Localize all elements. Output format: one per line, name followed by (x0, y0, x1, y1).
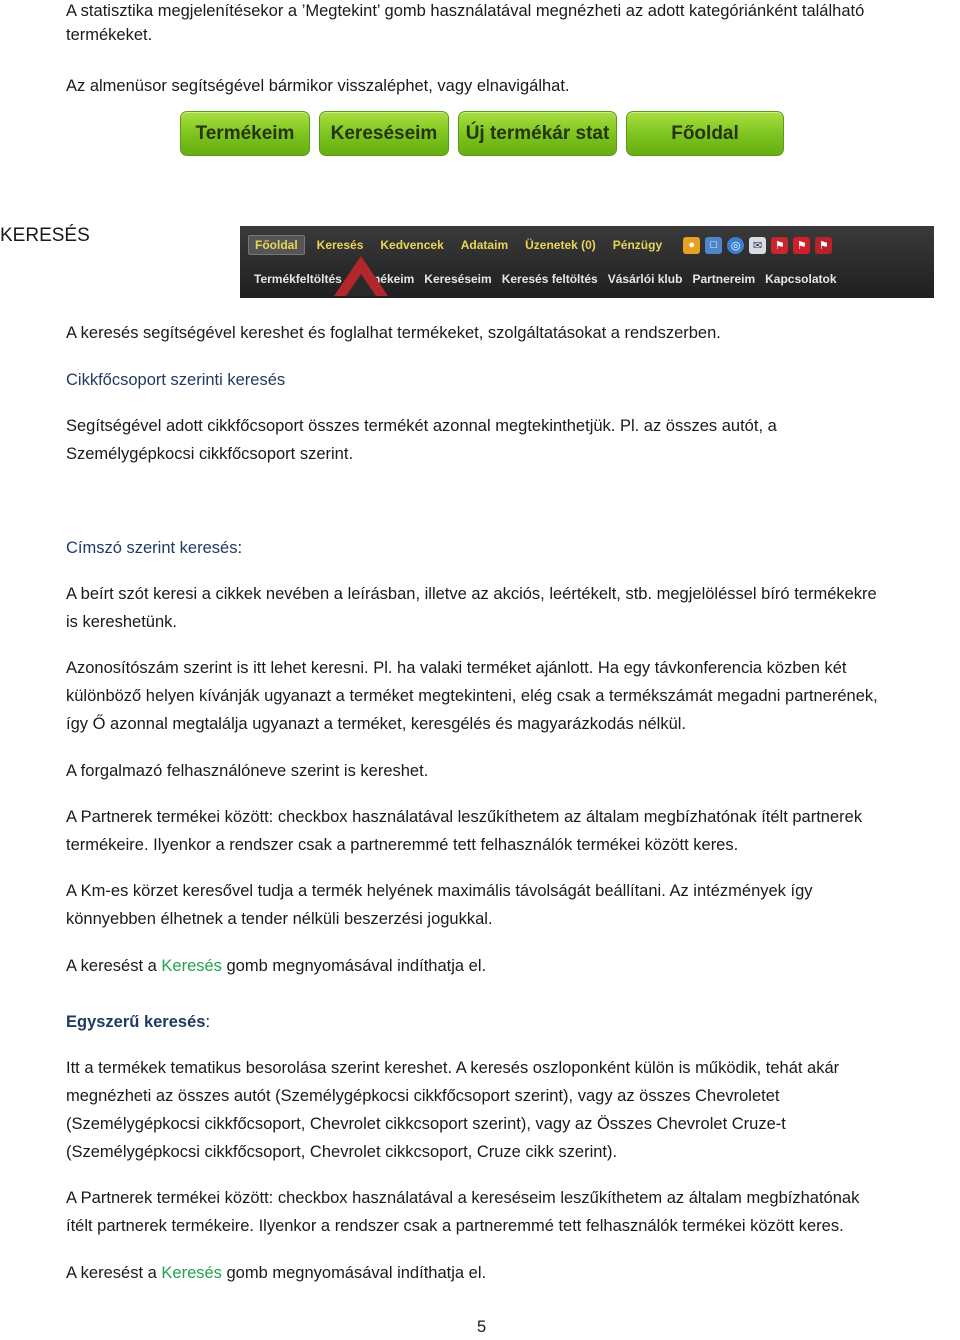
heading-egyszeru-colon: : (205, 1013, 211, 1031)
termekeim-button[interactable]: Termékeim (180, 111, 310, 156)
pointer-arrow-inner (346, 274, 376, 296)
heading-cimszo (66, 534, 242, 562)
card-icon[interactable]: □ (705, 237, 722, 254)
heading-cikkfocsoport: Cikkfőcsoport szerinti keresés (66, 371, 286, 389)
kereses-link-1[interactable]: Keresés (161, 957, 222, 975)
paragraph-egyszeru-4: (Személygépkocsi cikkfőcsoport, Chevrolet cikkcsoport, Cruze cikk szerint). (66, 1143, 618, 1161)
page-number: 5 (477, 1318, 487, 1336)
paragraph-cimszo-2: is kereshetünk. (66, 613, 177, 631)
menu-item-vasarloi-klub[interactable]: Vásárlói klub (607, 272, 683, 286)
menu-item-kapcsolatok[interactable]: Kapcsolatok (765, 272, 837, 286)
fooldal-button[interactable]: Főoldal (626, 111, 784, 156)
mail-icon[interactable]: ✉ (749, 237, 766, 254)
menu-item-uzenetek[interactable]: Üzenetek (0) (525, 238, 596, 252)
kereses-inditas2-pre: A keresést a (66, 1264, 162, 1282)
menu-item-kereses[interactable]: Keresés (316, 238, 364, 252)
paragraph-kereses-inditas-1 (66, 952, 486, 980)
paragraph-cikkfocsoport-2: Személygépkocsi cikkfőcsoport szerint. (66, 445, 354, 463)
paragraph-partnerek-1: A Partnerek termékei között: checkbox használatával leszűkíthetem az általam megbízhatónak ítélt partnerek (66, 808, 863, 826)
uj-termekar-stat-button[interactable]: Új termékár stat (458, 111, 617, 156)
kereses-inditas-post: gomb megnyomásával indíthatja el. (221, 957, 487, 975)
paragraph-egyszeru-2: megnézheti az összes autót (Személygépkocsi cikkfőcsoport szerint), vagy az összes Chevroletet (66, 1087, 780, 1105)
kereses-inditas2-post: gomb megnyomásával indíthatja el. (221, 1264, 487, 1282)
paragraph-egyszeru-1: Itt a termékek tematikus besorolása szerint kereshet. A keresés oszloponként külön is működik, tehát akár (66, 1059, 840, 1077)
paragraph-partnerek2-1: A Partnerek termékei között: checkbox használatával a kereséseim leszűkíthetem az általam megbízhatónak (66, 1189, 860, 1207)
kereseseim-button[interactable]: Kereséseim (319, 111, 449, 156)
menu-item-kereseseim[interactable]: Kereséseim (424, 272, 492, 286)
paragraph-kereses-inditas-2 (66, 1259, 486, 1287)
paragraph-km-korzet-1: A Km-es körzet keresővel tudja a termék helyének maximális távolságát beállítani. Az intézmények így (66, 882, 813, 900)
flag-icon-3[interactable]: ⚑ (815, 237, 832, 254)
intro-line-2: termékeket. (66, 26, 153, 44)
paragraph-cikkfocsoport-1: Segítségével adott cikkfőcsoport összes termékét azonnal megtekinthetjük. Pl. az összes autót, a (66, 417, 777, 435)
menu-item-kereses-feltoltes[interactable]: Keresés feltöltés (501, 272, 598, 286)
paragraph-azonosito-1: Azonosítószám szerint is itt lehet keresni. Pl. ha valaki terméket ajánlott. Ha egy távkonferencia közben két (66, 659, 847, 677)
menu-item-partnereim[interactable]: Partnereim (692, 272, 756, 286)
paragraph-azonosito-2: különböző helyen kívánják ugyanazt a terméket megtekinteni, elég csak a termékszámát megadni partnerének, (66, 687, 878, 705)
site-menu-bar (240, 226, 934, 298)
paragraph-azonosito-3: így Ő azonnal megtalálja ugyanazt a terméket, keresgélés és magyarázkodás nélkül. (66, 715, 686, 733)
paragraph-egyszeru-3: (Személygépkocsi cikkfőcsoport, Chevrolet cikkcsoport szerint), vagy az Összes Chevrolet Cruze-t (66, 1115, 786, 1133)
heading-egyszeru-text: Egyszerű keresés (66, 1013, 206, 1031)
heading-egyszeru (66, 1008, 210, 1036)
paragraph-cimszo-1: A beírt szót keresi a cikkek nevében a leírásban, illetve az akciós, leértékelt, stb. megjelöléssel bíró termékekre (66, 585, 877, 603)
paragraph-forgalmazo: A forgalmazó felhasználóneve szerint is kereshet. (66, 762, 429, 780)
section-title: KERESÉS (0, 225, 90, 246)
heading-cimszo-colon: : (237, 539, 243, 557)
paragraph-partnerek2-2: ítélt partnerek termékeire. Ilyenkor a rendszer csak a partneremmé tett felhasználók termékei között keres. (66, 1217, 844, 1235)
flag-icon-1[interactable]: ⚑ (771, 237, 788, 254)
kereses-inditas-pre: A keresést a (66, 957, 162, 975)
paragraph-km-korzet-2: könnyebben élhetnek a tender nélküli beszerzési jogukkal. (66, 910, 493, 928)
flag-icon-2[interactable]: ⚑ (793, 237, 810, 254)
menu-item-kedvencek[interactable]: Kedvencek (380, 238, 444, 252)
menu-item-fooldal[interactable]: Főoldal (248, 235, 305, 255)
paragraph-partnerek-2: termékeire. Ilyenkor a rendszer csak a partneremmé tett felhasználók termékei között keres. (66, 836, 739, 854)
people-icon[interactable]: ● (683, 237, 700, 254)
heading-cimszo-text: Címszó szerint keresés (66, 539, 238, 557)
menu-item-termekfeltoltes[interactable]: Termékfeltöltés (254, 272, 342, 286)
intro-line-1: A statisztika megjelenítésekor a ’Megtekint’ gomb használatával megnézheti az adott kategóriánként található (66, 2, 865, 20)
menu-item-penzugy[interactable]: Pénzügy (612, 238, 663, 252)
intro-line-3: Az almenüsor segítségével bármikor visszaléphet, vagy elnavigálhat. (66, 77, 570, 95)
menu-item-adataim[interactable]: Adataim (460, 238, 509, 252)
globe-icon[interactable]: ◎ (727, 237, 744, 254)
kereses-link-2[interactable]: Keresés (161, 1264, 222, 1282)
menu-item-termekeim[interactable]: Termékeim (351, 272, 415, 286)
paragraph-intro: A keresés segítségével kereshet és foglalhat termékeket, szolgáltatásokat a rendszerben. (66, 324, 721, 342)
